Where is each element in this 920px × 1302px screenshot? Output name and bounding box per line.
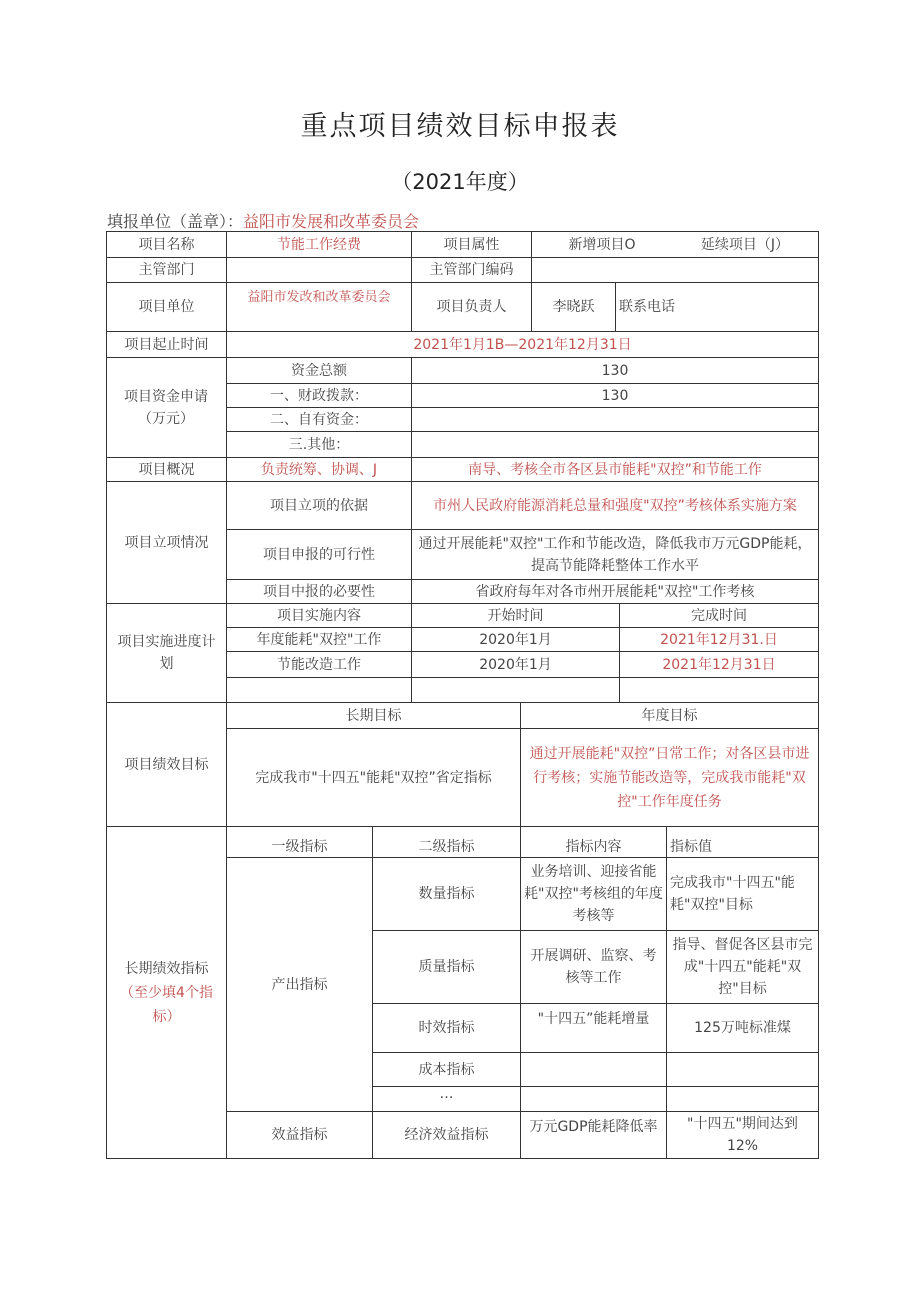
goal-header-long: 长期目标 [345, 707, 402, 724]
leader-label: 项目负责人 [436, 299, 507, 315]
economic-benefit-value: "十四五"期间达到12% [687, 1116, 798, 1154]
overview-part-b: 南导、考核全市各区县市能耗"双控”和节能工作 [468, 461, 762, 478]
period-value: 2021年1月1B—2021年12月31日 [413, 336, 632, 353]
overview-part-a: 负责统筹、协调、J [260, 461, 378, 478]
kpi-header-content: 指标内容 [565, 839, 622, 855]
overview-label: 项目概况 [138, 461, 195, 478]
kpi-label: 长期绩效指标 [124, 960, 209, 977]
plan-row1-start: 2020年1月 [479, 631, 552, 648]
goal-header-year: 年度目标 [641, 707, 698, 724]
necessity-label: 项目中报的必要性 [263, 583, 375, 600]
goal-long-value: 完成我市"十四五"能耗"双控”省定指标 [255, 769, 492, 786]
plan-row1-content: 年度能耗"双控"工作 [256, 631, 382, 648]
fund-total-label: 资金总额 [291, 362, 347, 379]
quality-content: 开展调研、监察、考核等工作 [530, 948, 657, 986]
fund-other-label: 三.其他： [288, 436, 350, 453]
plan-row2-start: 2020年1月 [479, 656, 552, 673]
plan-label: 项目实施进度计划 [117, 634, 216, 672]
cost-label: 成本指标 [418, 1061, 475, 1078]
attr-label: 项目属性 [443, 236, 500, 253]
quantity-label: 数量指标 [418, 886, 475, 902]
necessity-value: 省政府每年对各市州开展能耗"双控"工作考核 [475, 583, 755, 600]
plan-header-content: 项目实施内容 [277, 607, 361, 624]
quantity-content: 业务培训、迎接省能耗"双控"考核组的年度考核等 [524, 864, 663, 924]
ellipsis-row: … [439, 1087, 454, 1102]
timeliness-content: "十四五”能耗增量 [537, 1011, 650, 1027]
kpi-header-level2: 二级指标 [418, 839, 475, 855]
leader-value: 李晓跃 [552, 299, 595, 315]
plan-header-start: 开始时间 [487, 607, 544, 624]
attr-continue: 延续项目（J） [700, 236, 790, 253]
quality-value: 指导、督促各区县市完成"十四五"能耗"双控"目标 [672, 937, 813, 997]
fund-fiscal-label: 一、财政拨款： [270, 387, 368, 404]
unit-value: 益阳市发改和改革委员会 [247, 290, 391, 305]
period-label: 项目起止时间 [124, 336, 209, 353]
kpi-label-cell [107, 827, 226, 1158]
fund-label: 项目资金申请（万元） [124, 388, 208, 427]
basis-label: 项目立项的依据 [270, 497, 368, 514]
economic-benefit-label: 经济效益指标 [404, 1127, 489, 1143]
plan-row1-end: 2021年12月31.日 [660, 631, 778, 648]
plan-header-end: 完成时间 [691, 607, 747, 624]
filler-value: 益阳市发展和改革委员会 [243, 212, 420, 231]
dept-code-label: 主管部门编码 [429, 262, 514, 278]
goal-year-value: 通过开展能耗"双控”日常工作；对各区县市进行考核；实施节能改造等，完成我市能耗"双控"工作年度任务 [529, 745, 810, 810]
unit-label: 项目单位 [138, 299, 195, 315]
fund-total-value: 130 [601, 362, 629, 379]
quality-label: 质量指标 [418, 959, 475, 975]
goal-label: 项目绩效目标 [124, 756, 209, 773]
feasibility-label: 项目申报的可行性 [263, 546, 375, 563]
quantity-value: 完成我市"十四五"能耗"双控"目标 [670, 875, 795, 913]
phone-label: 联系电话 [619, 299, 675, 315]
feasibility-value: 通过开展能耗"双控"工作和节能改造，降低我市万元GDP能耗，提高节能降耗整体工作水平 [418, 535, 812, 574]
fund-self-label: 二、自有资金： [270, 411, 368, 428]
dept-label: 主管部门 [138, 262, 195, 278]
plan-row2-end: 2021年12月31日 [662, 656, 776, 673]
page-title: 重点项目绩效目标申报表 [300, 111, 620, 142]
name-value: 节能工作经费 [277, 236, 361, 253]
benefit-label: 效益指标 [271, 1127, 328, 1143]
setup-label: 项目立项情况 [124, 534, 209, 551]
name-label: 项目名称 [138, 236, 195, 253]
output-label: 产出指标 [271, 976, 328, 993]
kpi-note: （至少填4个指标） [120, 984, 213, 1025]
kpi-header-level1: 一级指标 [271, 839, 328, 855]
timeliness-value: 125万吨标准煤 [694, 1020, 791, 1036]
timeliness-label: 时效指标 [418, 1020, 475, 1036]
plan-row2-content: 节能改造工作 [277, 656, 361, 673]
filler-label: 填报单位（盖章）： [107, 212, 244, 231]
economic-benefit-content: 万元GDP能耗降低率 [529, 1119, 658, 1135]
report-year: （2021年度） [391, 170, 529, 194]
basis-value: 市州人民政府能源消耗总量和强度"双控”考核体系实施方案 [433, 497, 797, 514]
fund-fiscal-value: 130 [601, 387, 629, 404]
kpi-header-value: 指标值 [670, 839, 712, 855]
attr-new: 新增项目O [568, 236, 636, 253]
